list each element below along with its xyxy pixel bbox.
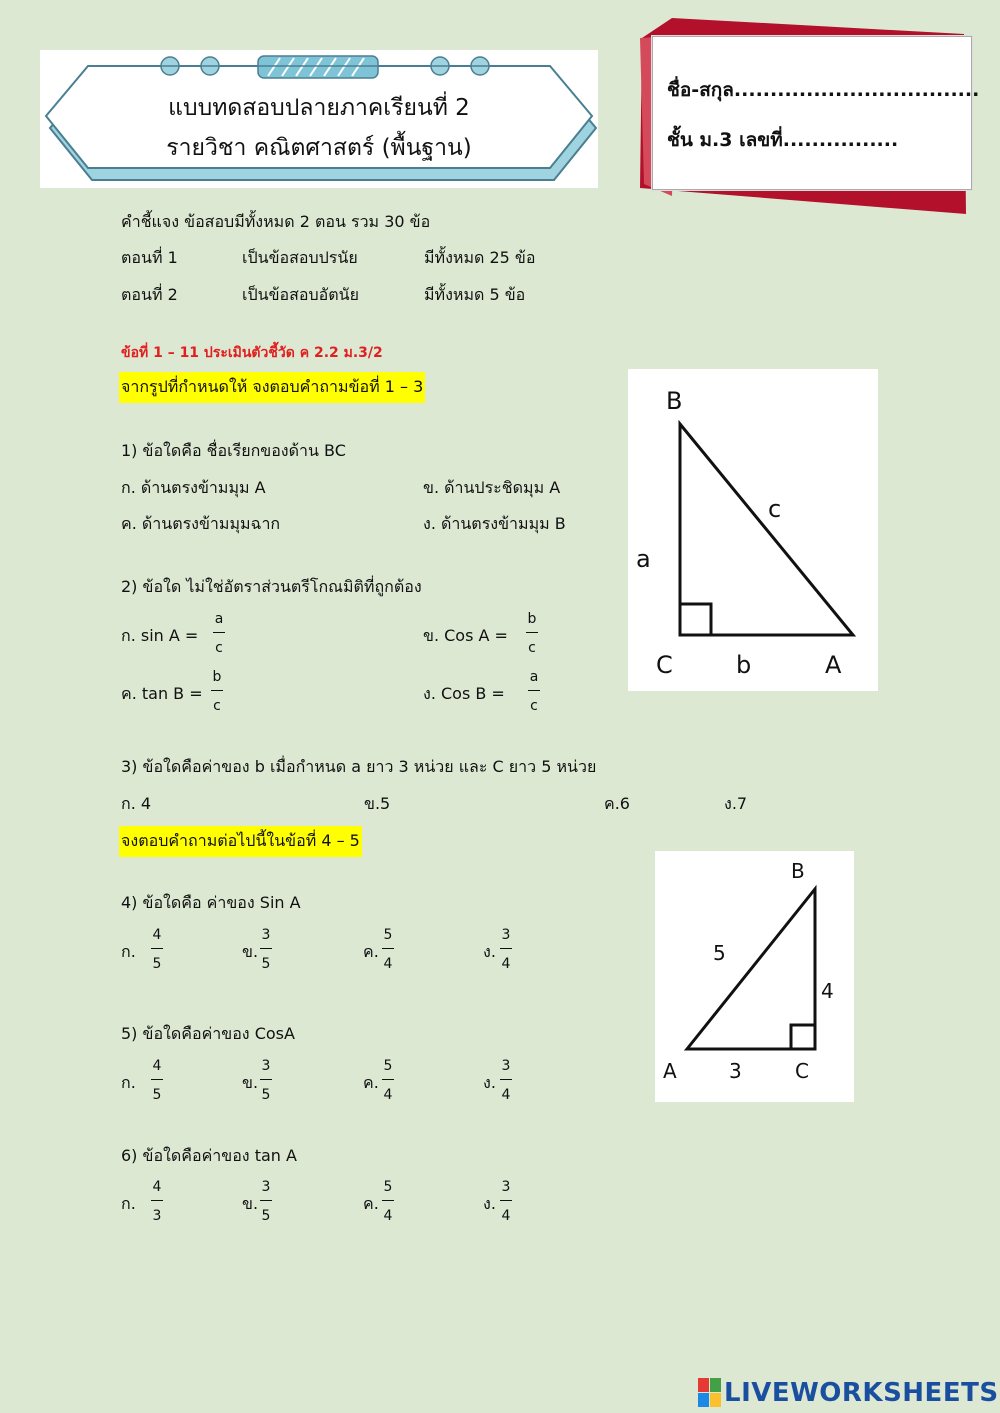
q5-option-4-label[interactable]: ง. — [483, 1073, 496, 1092]
name-field[interactable]: ชื่อ-สกุล.................................. — [667, 79, 980, 101]
q4-question: 4) ข้อใดคือ ค่าของ Sin A — [121, 893, 301, 912]
q2-option-4-fraction: $\frac{a}{c}$ — [529, 669, 539, 714]
fig2-height-label: 4 — [821, 979, 834, 1003]
q4-option-4-fraction: $\frac{3}{4}$ — [501, 927, 511, 972]
q3-option-4[interactable]: ง.7 — [724, 794, 748, 813]
q5-option-4-fraction: $\frac{3}{4}$ — [501, 1058, 511, 1103]
part1-count: มีทั้งหมด 25 ข้อ — [424, 248, 536, 267]
liveworksheets-logo[interactable] — [698, 1378, 999, 1408]
q5-option-2-label[interactable]: ข. — [242, 1073, 259, 1092]
q3-question: 3) ข้อใดคือค่าของ b เมื่อกำหนด a ยาว 3 หน่วย และ C ยาว 5 หน่วย — [121, 757, 597, 776]
q2-option-2-label[interactable]: ข. Cos A = — [423, 626, 508, 645]
q1-option-4[interactable]: ง. ด้านตรงข้ามมุม B — [423, 514, 566, 533]
directive-1: จากรูปที่กำหนดให้ จงตอบคำถามข้อที่ 1 – 3 — [119, 372, 425, 403]
q4-option-3-fraction: $\frac{5}{4}$ — [383, 927, 393, 972]
fig1-side-a: a — [636, 545, 651, 573]
q6-option-4-fraction: $\frac{3}{4}$ — [501, 1179, 511, 1224]
q5-option-1-label[interactable]: ก. — [121, 1073, 136, 1092]
q1-question: 1) ข้อใดคือ ชื่อเรียกของด้าน BC — [121, 441, 346, 460]
q2-option-4-label[interactable]: ง. Cos B = — [423, 684, 505, 703]
directive-2: จงตอบคำถามต่อไปนี้ในข้อที่ 4 – 5 — [119, 826, 362, 857]
q5-question: 5) ข้อใดคือค่าของ CosA — [121, 1024, 295, 1043]
fig1-vertex-A: A — [825, 651, 842, 679]
part1-type: เป็นข้อสอบปรนัย — [242, 248, 358, 267]
fig2-base-label: 3 — [729, 1059, 742, 1083]
q2-question: 2) ข้อใด ไม่ใช่อัตราส่วนตรีโกณมิติที่ถูกต้อง — [121, 577, 422, 596]
fig1-vertex-B: B — [666, 387, 683, 415]
fig2-hypotenuse-label: 5 — [713, 941, 726, 965]
logo-icon — [698, 1378, 722, 1408]
class-field[interactable]: ชั้น ม.3 เลขที่................ — [667, 129, 899, 151]
q3-option-3[interactable]: ค.6 — [604, 794, 630, 813]
brand-text: LIVEWORKSHEETS — [724, 1378, 999, 1408]
q6-option-3-fraction: $\frac{5}{4}$ — [383, 1179, 393, 1224]
q5-option-1-fraction: $\frac{4}{5}$ — [152, 1058, 162, 1103]
fig2-vertex-B: B — [791, 859, 805, 883]
q2-option-3-fraction: $\frac{b}{c}$ — [212, 669, 222, 714]
q1-option-2[interactable]: ข. ด้านประชิดมุม A — [423, 478, 561, 497]
triangle-figure-2 — [655, 851, 854, 1102]
q6-option-1-fraction: $\frac{4}{3}$ — [152, 1179, 162, 1224]
q4-option-4-label[interactable]: ง. — [483, 942, 496, 961]
q4-option-1-label[interactable]: ก. — [121, 942, 136, 961]
q6-question: 6) ข้อใดคือค่าของ tan A — [121, 1146, 297, 1165]
fig1-side-b: b — [736, 651, 752, 679]
q5-option-3-fraction: $\frac{5}{4}$ — [383, 1058, 393, 1103]
q5-option-3-label[interactable]: ค. — [363, 1073, 379, 1092]
q3-option-1[interactable]: ก. 4 — [121, 794, 152, 813]
title-line-2: รายวิชา คณิตศาสตร์ (พื้นฐาน) — [166, 135, 472, 161]
q2-option-1-label[interactable]: ก. sin A = — [121, 626, 199, 645]
fig2-vertex-C: C — [795, 1059, 809, 1083]
q5-option-2-fraction: $\frac{3}{5}$ — [261, 1058, 271, 1103]
instructions-line: คำชี้แจง ข้อสอบมีทั้งหมด 2 ตอน รวม 30 ข้อ — [121, 212, 431, 231]
q1-option-1[interactable]: ก. ด้านตรงข้ามมุม A — [121, 478, 266, 497]
triangle-figure-1 — [628, 369, 878, 691]
indicator-text: ข้อที่ 1 – 11 ประเมินตัวชี้วัด ค 2.2 ม.3/2 — [121, 345, 383, 361]
fig1-vertex-C: C — [656, 651, 673, 679]
q2-option-3-label[interactable]: ค. tan B = — [121, 684, 203, 703]
q4-option-1-fraction: $\frac{4}{5}$ — [152, 927, 162, 972]
q4-option-2-fraction: $\frac{3}{5}$ — [261, 927, 271, 972]
title-banner — [40, 50, 598, 188]
fig2-vertex-A: A — [663, 1059, 677, 1083]
part2-type: เป็นข้อสอบอัตนัย — [242, 285, 359, 304]
part2-count: มีทั้งหมด 5 ข้อ — [424, 285, 526, 304]
q6-option-1-label[interactable]: ก. — [121, 1194, 136, 1213]
q1-option-3[interactable]: ค. ด้านตรงข้ามมุมฉาก — [121, 514, 281, 533]
part1-label: ตอนที่ 1 — [121, 248, 178, 267]
q6-option-2-fraction: $\frac{3}{5}$ — [261, 1179, 271, 1224]
q4-option-2-label[interactable]: ข. — [242, 942, 259, 961]
q2-option-1-fraction: $\frac{a}{c}$ — [214, 611, 224, 656]
fig1-side-c: c — [768, 495, 782, 523]
q6-option-4-label[interactable]: ง. — [483, 1194, 496, 1213]
q6-option-2-label[interactable]: ข. — [242, 1194, 259, 1213]
q6-option-3-label[interactable]: ค. — [363, 1194, 379, 1213]
q3-option-2[interactable]: ข.5 — [364, 794, 391, 813]
name-box — [652, 36, 980, 190]
title-line-1: แบบทดสอบปลายภาคเรียนที่ 2 — [168, 95, 470, 121]
part2-label: ตอนที่ 2 — [121, 285, 178, 304]
q2-option-2-fraction: $\frac{b}{c}$ — [527, 611, 537, 656]
q4-option-3-label[interactable]: ค. — [363, 942, 379, 961]
